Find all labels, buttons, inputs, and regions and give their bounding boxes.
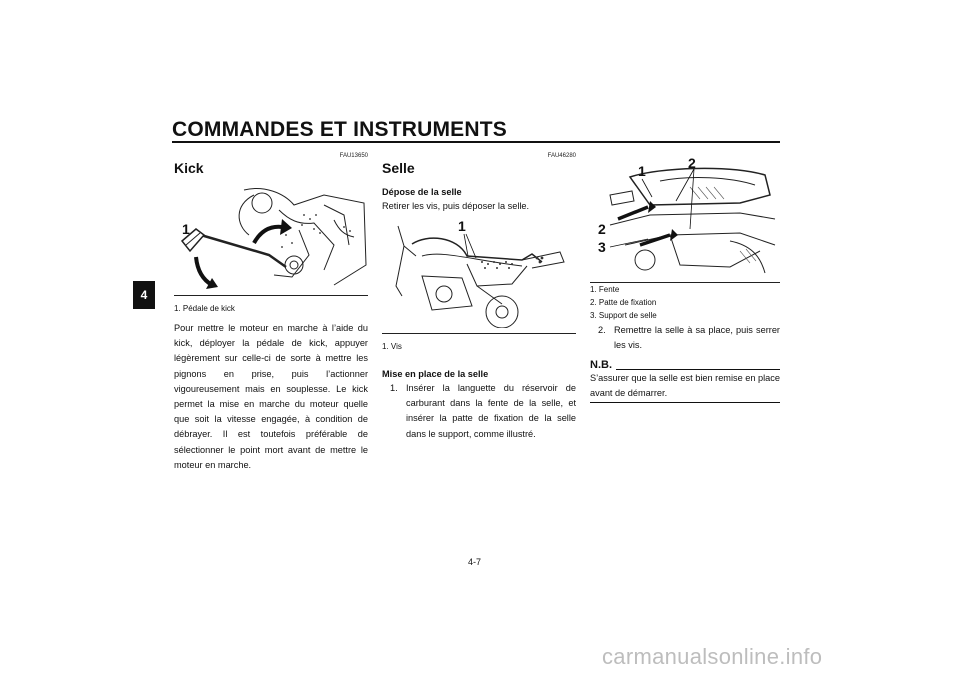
kick-section-code: FAU13650 bbox=[339, 153, 368, 159]
install-callout-2-left: 2 bbox=[598, 221, 606, 237]
note-text: S’assurer que la selle est bien remise en place avant de démarrer. bbox=[590, 373, 780, 399]
install-heading: Mise en place de la selle bbox=[382, 369, 489, 379]
seat-callout-1: 1 bbox=[458, 218, 466, 234]
selle-section-code: FAU46280 bbox=[547, 153, 576, 159]
watermark[interactable]: carmanualsonline.info bbox=[602, 644, 823, 669]
kick-caption-rule bbox=[174, 295, 368, 296]
seat-install-figure bbox=[590, 155, 780, 280]
install-caption-1: 1. Fente bbox=[590, 285, 620, 294]
page-title: COMMANDES ET INSTRUMENTS bbox=[172, 118, 507, 141]
install-step-2-number: 2. bbox=[598, 325, 606, 335]
header-rule bbox=[172, 141, 780, 143]
seat-install-illustration bbox=[590, 155, 780, 280]
selle-section-title: Selle bbox=[382, 160, 415, 176]
install-step-1-text: Insérer la languette du réservoir de carburant dans la fente de la selle, et insérer la patte de fixation de la selle dans le support, comme illustré. bbox=[406, 383, 576, 439]
page-number: 4-7 bbox=[468, 557, 482, 567]
kick-section-title: Kick bbox=[174, 160, 204, 176]
install-caption-3: 3. Support de selle bbox=[590, 311, 657, 320]
kick-caption-1: 1. Pédale de kick bbox=[174, 304, 235, 313]
install-step-2-text: Remettre la selle à sa place, puis serrer les vis. bbox=[614, 325, 780, 351]
note-top-rule bbox=[616, 369, 780, 370]
seat-screws-illustration bbox=[382, 216, 576, 328]
kick-pedal-figure bbox=[174, 185, 368, 291]
install-step-2 bbox=[598, 323, 780, 353]
chapter-tab: 4 bbox=[133, 281, 155, 309]
kick-pedal-illustration bbox=[174, 185, 368, 291]
install-step-1-number: 1. bbox=[390, 383, 398, 393]
kick-paragraph: Pour mettre le moteur en marche à l’aide du kick, déployer la pédale de kick, appuyer légèrement sur celle-ci de sorte à mettre les pignons en prise, puis l’actionner vigoureusement mais en souplesse. Le kick permet la mise en marche du moteur quelle que soit la vitesse engagée, à condition de débrayer. Il est toutefois préférable de sélectionner le point mort avant de mettre le moteur en marche. bbox=[174, 323, 368, 470]
removal-heading: Dépose de la selle bbox=[382, 187, 462, 197]
note-label: N.B. bbox=[590, 359, 612, 371]
selle-caption-rule bbox=[382, 333, 576, 334]
install-callout-1: 1 bbox=[638, 163, 646, 179]
install-callout-3: 3 bbox=[598, 239, 606, 255]
seat-screws-figure bbox=[382, 216, 576, 328]
note-bottom-rule bbox=[590, 402, 780, 403]
install-callout-2-top: 2 bbox=[688, 155, 696, 171]
kick-callout-1: 1 bbox=[182, 221, 190, 237]
install-step-1 bbox=[390, 381, 576, 442]
install-caption-rule bbox=[590, 282, 780, 283]
selle-caption-1: 1. Vis bbox=[382, 342, 402, 351]
install-caption-2: 2. Patte de fixation bbox=[590, 298, 657, 307]
removal-text: Retirer les vis, puis déposer la selle. bbox=[382, 201, 530, 211]
